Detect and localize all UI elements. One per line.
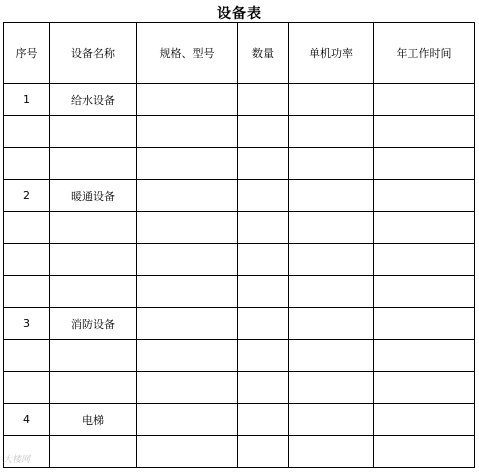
cell-equipment-name (50, 276, 137, 308)
header-quantity: 数量 (238, 23, 289, 84)
cell-spec-model (137, 84, 238, 116)
cell-unit-power (289, 212, 374, 244)
table-row (4, 404, 475, 436)
cell-spec-model (137, 180, 238, 212)
cell-spec-model (137, 148, 238, 180)
cell-quantity (238, 436, 289, 468)
cell-annual-hours (374, 308, 475, 340)
header-annual-hours: 年工作时间 (374, 23, 475, 84)
cell-equipment-name: 暖通设备 (50, 180, 137, 212)
cell-spec-model (137, 276, 238, 308)
cell-annual-hours (374, 372, 475, 404)
equipment-table (3, 22, 475, 468)
table-row (4, 84, 475, 116)
cell-equipment-name (50, 212, 137, 244)
header-unit-power: 单机功率 (289, 23, 374, 84)
cell-index (4, 148, 50, 180)
cell-spec-model (137, 244, 238, 276)
cell-equipment-name (50, 436, 137, 468)
cell-quantity (238, 340, 289, 372)
cell-unit-power (289, 276, 374, 308)
cell-equipment-name (50, 244, 137, 276)
table-row (4, 180, 475, 212)
cell-spec-model (137, 340, 238, 372)
cell-annual-hours (374, 404, 475, 436)
header-index: 序号 (4, 23, 50, 84)
cell-quantity (238, 276, 289, 308)
cell-unit-power (289, 116, 374, 148)
cell-quantity (238, 308, 289, 340)
cell-annual-hours (374, 212, 475, 244)
table-row (4, 340, 475, 372)
cell-unit-power (289, 180, 374, 212)
table-row (4, 436, 475, 468)
cell-quantity (238, 244, 289, 276)
cell-quantity (238, 148, 289, 180)
cell-unit-power (289, 84, 374, 116)
cell-unit-power (289, 244, 374, 276)
cell-quantity (238, 180, 289, 212)
table-row (4, 372, 475, 404)
table-row (4, 212, 475, 244)
cell-spec-model (137, 372, 238, 404)
cell-index (4, 212, 50, 244)
cell-equipment-name (50, 116, 137, 148)
cell-index: 2 (4, 180, 50, 212)
table-row (4, 308, 475, 340)
table-row (4, 276, 475, 308)
cell-equipment-name (50, 340, 137, 372)
cell-equipment-name: 电梯 (50, 404, 137, 436)
table-row (4, 148, 475, 180)
cell-quantity (238, 116, 289, 148)
cell-index: 1 (4, 84, 50, 116)
cell-index: 4 (4, 404, 50, 436)
cell-quantity (238, 404, 289, 436)
cell-unit-power (289, 436, 374, 468)
cell-spec-model (137, 212, 238, 244)
cell-equipment-name (50, 372, 137, 404)
cell-annual-hours (374, 116, 475, 148)
cell-annual-hours (374, 340, 475, 372)
cell-annual-hours (374, 436, 475, 468)
cell-quantity (238, 84, 289, 116)
header-row (4, 23, 475, 84)
table-row (4, 116, 475, 148)
cell-equipment-name: 消防设备 (50, 308, 137, 340)
cell-unit-power (289, 340, 374, 372)
cell-annual-hours (374, 84, 475, 116)
table-title: 设备表 (217, 6, 262, 22)
cell-equipment-name: 给水设备 (50, 84, 137, 116)
cell-unit-power (289, 404, 374, 436)
table-row (4, 244, 475, 276)
cell-equipment-name (50, 148, 137, 180)
cell-spec-model (137, 116, 238, 148)
cell-annual-hours (374, 244, 475, 276)
cell-index (4, 244, 50, 276)
header-spec-model: 规格、型号 (137, 23, 238, 84)
cell-unit-power (289, 148, 374, 180)
cell-quantity (238, 212, 289, 244)
header-equipment-name: 设备名称 (50, 23, 137, 84)
cell-spec-model (137, 436, 238, 468)
cell-index (4, 116, 50, 148)
cell-annual-hours (374, 180, 475, 212)
cell-annual-hours (374, 148, 475, 180)
cell-index (4, 372, 50, 404)
cell-unit-power (289, 372, 374, 404)
cell-spec-model (137, 308, 238, 340)
watermark-text: 大楼网 (3, 455, 31, 465)
cell-quantity (238, 372, 289, 404)
cell-index: 3 (4, 308, 50, 340)
cell-annual-hours (374, 276, 475, 308)
cell-index (4, 276, 50, 308)
cell-unit-power (289, 308, 374, 340)
cell-spec-model (137, 404, 238, 436)
cell-index (4, 340, 50, 372)
